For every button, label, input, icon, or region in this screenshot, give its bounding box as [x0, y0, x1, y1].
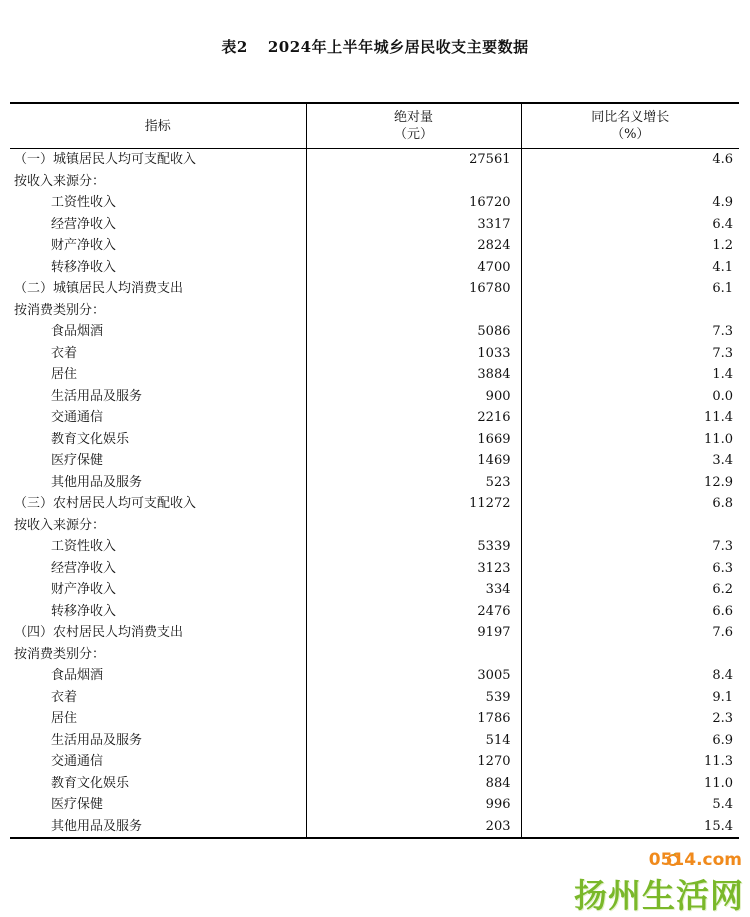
- row-absolute-value: 523: [306, 472, 521, 494]
- row-growth-value: 11.4: [521, 407, 739, 429]
- row-growth-value: 6.3: [521, 558, 739, 580]
- row-absolute-value: 27561: [306, 149, 521, 171]
- table-row: [10, 192, 739, 214]
- table-row: [10, 601, 739, 623]
- row-growth-value: 7.3: [521, 343, 739, 365]
- row-absolute-value: 539: [306, 687, 521, 709]
- row-absolute-value: [306, 171, 521, 193]
- row-absolute-value: 1033: [306, 343, 521, 365]
- table-row: [10, 794, 739, 816]
- row-growth-value: 4.9: [521, 192, 739, 214]
- table-row: [10, 214, 739, 236]
- table-row: [10, 407, 739, 429]
- row-indicator: （二）城镇居民人均消费支出: [14, 281, 184, 296]
- table-row: [10, 751, 739, 773]
- header-growth-label: 同比名义增长: [591, 110, 670, 125]
- row-indicator: 衣着: [51, 689, 78, 705]
- table-row: [10, 536, 739, 558]
- header-absolute: [306, 103, 521, 149]
- table-row: [10, 622, 739, 644]
- row-indicator: 按收入来源分：: [14, 517, 106, 533]
- row-indicator: 生活用品及服务: [51, 732, 143, 748]
- row-growth-value: 4.6: [521, 149, 739, 171]
- row-growth-value: 11.0: [521, 773, 739, 795]
- row-absolute-value: 5339: [306, 536, 521, 558]
- header-absolute-label: 绝对量: [393, 110, 433, 125]
- row-indicator: 工资性收入: [51, 195, 117, 210]
- table-row: [10, 665, 739, 687]
- row-indicator: 食品烟酒: [51, 324, 104, 339]
- row-absolute-value: [306, 515, 521, 537]
- row-indicator: 教育文化娱乐: [51, 775, 130, 791]
- row-indicator: 按消费类别分：: [14, 646, 106, 662]
- table-row: [10, 321, 739, 343]
- row-growth-value: 7.3: [521, 321, 739, 343]
- row-indicator: 按消费类别分：: [14, 302, 106, 318]
- row-indicator: 居住: [51, 711, 78, 726]
- row-absolute-value: 2476: [306, 601, 521, 623]
- header-absolute-unit: （元）: [393, 127, 433, 142]
- data-table: [10, 102, 739, 839]
- row-growth-value: 6.1: [521, 278, 739, 300]
- row-indicator: （一）城镇居民人均可支配收入: [14, 152, 197, 167]
- row-absolute-value: 1786: [306, 708, 521, 730]
- row-growth-value: 6.6: [521, 601, 739, 623]
- row-absolute-value: 334: [306, 579, 521, 601]
- table-row: [10, 515, 739, 537]
- row-growth-value: 6.4: [521, 214, 739, 236]
- row-absolute-value: 3005: [306, 665, 521, 687]
- table-row: [10, 171, 739, 193]
- row-indicator: 财产净收入: [51, 582, 117, 597]
- row-indicator: 交通通信: [51, 754, 104, 769]
- row-indicator: 经营净收入: [51, 216, 117, 232]
- header-growth-unit: （%）: [611, 127, 650, 142]
- row-absolute-value: 4700: [306, 257, 521, 279]
- row-growth-value: [521, 515, 739, 537]
- row-indicator: 医疗保健: [51, 453, 104, 468]
- table-row: [10, 149, 739, 171]
- row-indicator: 交通通信: [51, 410, 104, 425]
- row-growth-value: 4.1: [521, 257, 739, 279]
- row-growth-value: 7.3: [521, 536, 739, 558]
- row-growth-value: 5.4: [521, 794, 739, 816]
- table-row: [10, 386, 739, 408]
- table-row: [10, 278, 739, 300]
- row-growth-value: 8.4: [521, 665, 739, 687]
- row-absolute-value: 2824: [306, 235, 521, 257]
- table-header-row: [10, 103, 739, 149]
- row-growth-value: 12.9: [521, 472, 739, 494]
- row-absolute-value: 16720: [306, 192, 521, 214]
- row-indicator: 财产净收入: [51, 238, 117, 253]
- row-absolute-value: 996: [306, 794, 521, 816]
- row-absolute-value: 3123: [306, 558, 521, 580]
- row-indicator: （三）农村居民人均可支配收入: [14, 496, 197, 511]
- watermark-name: 扬州生活网: [574, 876, 744, 915]
- row-indicator: 衣着: [51, 345, 78, 361]
- row-growth-value: [521, 300, 739, 322]
- row-growth-value: 1.4: [521, 364, 739, 386]
- site-watermark: [546, 850, 746, 915]
- table-row: [10, 708, 739, 730]
- row-indicator: （四）农村居民人均消费支出: [14, 625, 184, 640]
- row-growth-value: 6.2: [521, 579, 739, 601]
- row-growth-value: 7.6: [521, 622, 739, 644]
- row-absolute-value: 16780: [306, 278, 521, 300]
- table-row: [10, 235, 739, 257]
- table-row: [10, 558, 739, 580]
- row-absolute-value: 203: [306, 816, 521, 839]
- row-absolute-value: 514: [306, 730, 521, 752]
- row-indicator: 其他用品及服务: [51, 474, 143, 490]
- row-indicator: 居住: [51, 367, 78, 382]
- row-indicator: 其他用品及服务: [51, 818, 143, 834]
- table-row: [10, 579, 739, 601]
- row-indicator: 教育文化娱乐: [51, 431, 130, 447]
- table-row: [10, 364, 739, 386]
- row-absolute-value: 1270: [306, 751, 521, 773]
- table-row: [10, 644, 739, 666]
- row-absolute-value: 11272: [306, 493, 521, 515]
- header-growth: [521, 103, 739, 149]
- row-indicator: 医疗保健: [51, 797, 104, 812]
- watermark-url: 0514.com: [648, 850, 742, 870]
- row-indicator: 经营净收入: [51, 560, 117, 576]
- table-title: [0, 36, 750, 57]
- row-absolute-value: 9197: [306, 622, 521, 644]
- row-absolute-value: 1669: [306, 429, 521, 451]
- table-body: [10, 149, 739, 839]
- row-absolute-value: [306, 300, 521, 322]
- row-indicator: 生活用品及服务: [51, 388, 143, 404]
- row-growth-value: [521, 171, 739, 193]
- row-growth-value: 6.8: [521, 493, 739, 515]
- header-indicator: 指标: [10, 103, 306, 149]
- row-indicator: 工资性收入: [51, 539, 117, 554]
- row-indicator: 按收入来源分：: [14, 173, 106, 189]
- row-growth-value: 11.3: [521, 751, 739, 773]
- table-row: [10, 343, 739, 365]
- table-row: [10, 687, 739, 709]
- row-growth-value: 3.4: [521, 450, 739, 472]
- table-row: [10, 773, 739, 795]
- row-growth-value: 1.2: [521, 235, 739, 257]
- row-growth-value: 9.1: [521, 687, 739, 709]
- row-growth-value: 2.3: [521, 708, 739, 730]
- row-indicator: 食品烟酒: [51, 668, 104, 683]
- row-indicator: 转移净收入: [51, 259, 117, 275]
- row-absolute-value: 1469: [306, 450, 521, 472]
- row-indicator: 转移净收入: [51, 603, 117, 619]
- row-absolute-value: [306, 644, 521, 666]
- row-absolute-value: 900: [306, 386, 521, 408]
- row-growth-value: 11.0: [521, 429, 739, 451]
- row-absolute-value: 884: [306, 773, 521, 795]
- row-growth-value: [521, 644, 739, 666]
- row-absolute-value: 2216: [306, 407, 521, 429]
- table-row: [10, 730, 739, 752]
- row-growth-value: 0.0: [521, 386, 739, 408]
- row-absolute-value: 5086: [306, 321, 521, 343]
- row-absolute-value: 3317: [306, 214, 521, 236]
- table-row: [10, 257, 739, 279]
- table-row: [10, 300, 739, 322]
- table-row: [10, 816, 739, 839]
- table-row: [10, 450, 739, 472]
- table-row: [10, 493, 739, 515]
- row-growth-value: 15.4: [521, 816, 739, 839]
- row-absolute-value: 3884: [306, 364, 521, 386]
- table-row: [10, 472, 739, 494]
- table-title-text: 2024年上半年城乡居民收支主要数据: [267, 38, 529, 56]
- row-growth-value: 6.9: [521, 730, 739, 752]
- table-row: [10, 429, 739, 451]
- table-number: 表2: [221, 38, 248, 56]
